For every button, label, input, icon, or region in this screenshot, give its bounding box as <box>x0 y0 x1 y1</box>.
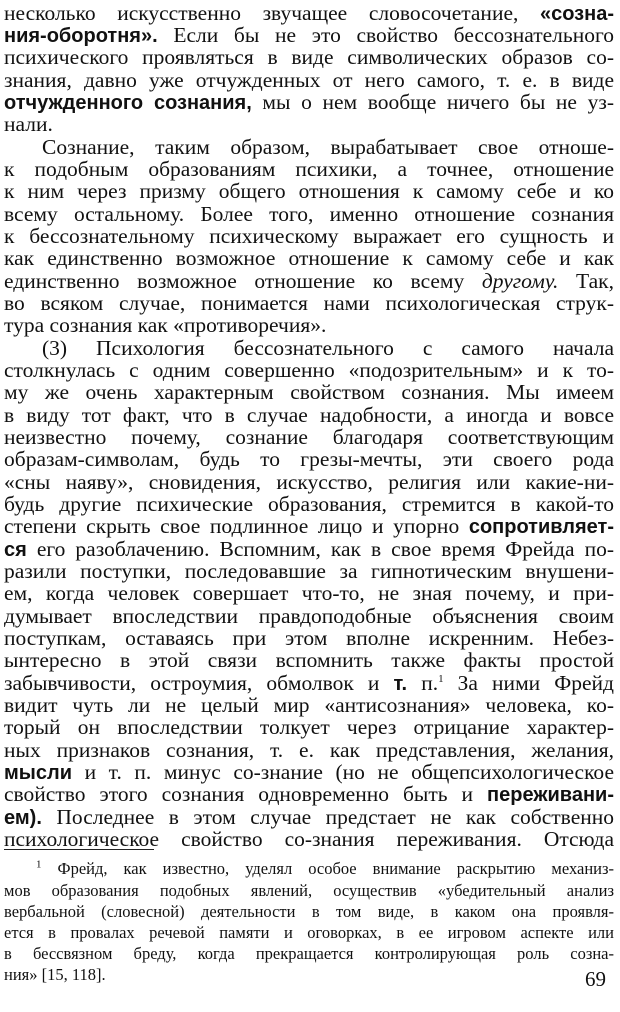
text-line: как единственно возможное отношение к самому себе и как <box>4 246 614 270</box>
footnote-line: ется в провалах речевой памяти и оговорках, в ее игровом аспекте или <box>4 923 614 942</box>
text-line: знания, давно уже отчужденных от него самого, т. е. в виде <box>4 68 614 92</box>
text-line: нали. <box>4 112 53 136</box>
text-span: забывчивости, остроумия, обмолвок и <box>4 671 394 695</box>
text-line: неизвестно почему, сознание благодаря соответствующим <box>4 425 614 449</box>
bold-term: ния-оборотня». <box>4 25 158 47</box>
bold-term: «созна- <box>539 3 614 25</box>
bold-term: переживани- <box>487 784 614 806</box>
text-span: п. <box>407 671 439 695</box>
text-span: мы о нем вообще ничего бы не уз- <box>251 90 614 114</box>
text-line: образам-символам, будь то грезы-мечты, эти своего рода <box>4 447 614 471</box>
text-span: Если бы не это свойство бессознательного <box>157 23 614 47</box>
footnote-line: ния» [15, 118]. <box>4 965 106 984</box>
text-line: столкнулась с одним совершенно «подозрительным» и к то- <box>4 358 614 382</box>
footnote-marker: 1 <box>36 858 42 871</box>
text-line: к ним через призму общего отношения к самому себе и ко <box>4 179 614 203</box>
text-span: и т. п. минус со-знание (но не общепсихологическое <box>72 760 614 784</box>
bold-term: т. <box>393 673 408 695</box>
text-line: ынтересно в этой связи вспомнить также факты простой <box>4 648 614 672</box>
text-span: степени скрыть свое подлинное лицо и упорно <box>4 514 469 538</box>
text-line: Сознание, таким образом, вырабатывает свое отноше- <box>42 135 614 159</box>
text-line: ем, когда человек совершает что-то, не зная почему, и при- <box>4 581 614 605</box>
text-span: его разоблачению. Вспомним, как в свое время Фрейда по- <box>26 537 614 561</box>
page-number: 69 <box>585 967 606 991</box>
footnote-line: вербальной (словесной) деятельности в том виде, в каком она проявля- <box>4 902 614 921</box>
text-span: несколько искусственно звучащее словосочетание, <box>4 1 540 25</box>
text-line: (3) Психология бессознательного с самого начала <box>42 336 614 360</box>
footnote-text: Фрейд, как известно, уделял особое внимание раскрытию механиз- <box>41 859 614 878</box>
text-line: ных признаков сознания, т. е. как представления, желания, <box>4 738 614 762</box>
text-line: торый он впоследствии толкует через отрицание характер- <box>4 715 614 739</box>
text-line: всему остальному. Более того, именно отношение сознания <box>4 202 614 226</box>
bold-term: ем). <box>4 807 42 829</box>
text-span: единственно возможное отношение ко всему <box>4 269 482 293</box>
footnote-line: в бессвязном бреду, когда прекращается контролирующая роль созна- <box>4 944 614 963</box>
text-span: Так, <box>558 269 614 293</box>
text-line: поступкам, оставаясь при этом вполне искренним. Небез- <box>4 626 614 650</box>
text-line: будь другие психические образования, стремится в какой-то <box>4 492 614 516</box>
footnote-line: мов образования подобных явлений, осуществив «убедительный анализ <box>4 881 614 900</box>
text-line: к подобным образованиям психики, а точнее, отношение <box>4 157 614 181</box>
bold-term: мысли <box>4 762 72 784</box>
text-span: свойство этого сознания одновременно быть и <box>4 782 488 806</box>
text-span: Последнее в этом случае предстает не как собственно <box>41 805 614 829</box>
text-line: думывает впоследствии правдоподобные объяснения своим <box>4 604 614 628</box>
footnote-divider <box>4 849 154 850</box>
bold-term: сопротивляет- <box>468 516 614 538</box>
text-line: тура сознания как «противоречия». <box>4 313 327 337</box>
text-line: во всяком случае, понимается нами психологическая струк- <box>4 291 614 315</box>
footnote-line <box>36 858 614 880</box>
text-line: му же очень характерным свойством сознания. Мы имеем <box>4 380 614 404</box>
text-line: к бессознательному психическому выражает его сущность и <box>4 224 614 248</box>
text-line: в виду тот факт, что в случае надобности, а иногда и вовсе <box>4 403 614 427</box>
text-line: видит чуть ли не целый мир «антисознания» человека, ко- <box>4 693 614 717</box>
text-line: психического проявляться в виде символических образов со- <box>4 45 614 69</box>
italic-term: другому. <box>481 269 559 293</box>
footnote-ref: 1 <box>438 672 444 685</box>
text-span: За ними Фрейд <box>443 671 614 695</box>
bold-term: ся <box>4 539 27 561</box>
text-line: «сны наяву», сновидения, искусство, религия или какие-ни- <box>4 470 614 494</box>
bold-term: отчужденного сознания, <box>4 92 252 114</box>
text-line: психологическое свойство со-знания переживания. Отсюда <box>4 827 614 851</box>
text-line: разили поступки, последовавшие за гипнотическим внушени- <box>4 559 614 583</box>
